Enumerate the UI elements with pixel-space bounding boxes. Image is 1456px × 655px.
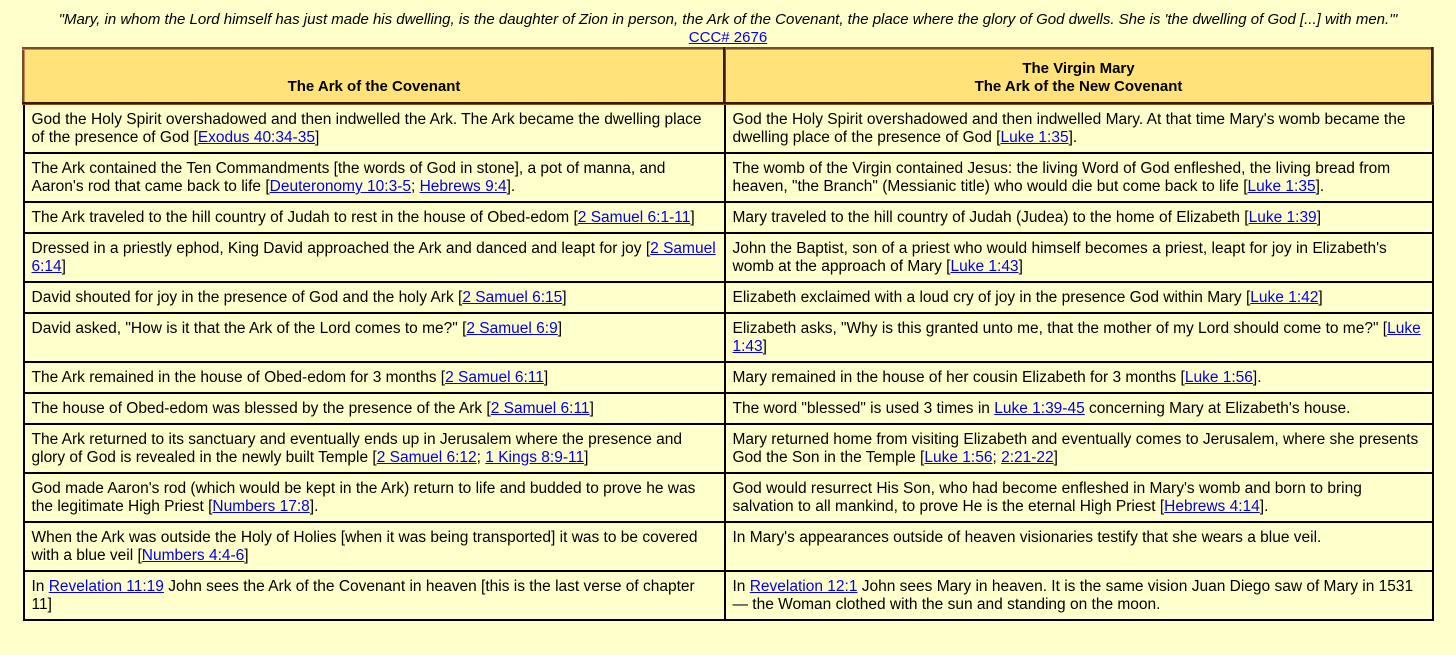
scripture-link[interactable]: Luke 1:42 [1250, 289, 1319, 306]
table-row [24, 424, 1433, 473]
cell-text: ]. [1068, 129, 1078, 146]
cell-text: ] [315, 129, 320, 146]
header-virgin-mary: The Virgin Mary The Ark of the New Covenant [725, 49, 1433, 104]
scripture-link[interactable]: Luke 1:39-45 [994, 400, 1085, 417]
cell-text: In Mary's appearances outside of heaven visionaries testify that she wears a blue veil. [732, 529, 1322, 546]
cell-text: David asked, "How is it that the Ark of the Lord comes to me?" [ [31, 320, 467, 337]
cell-text: ; [992, 449, 1002, 466]
ark-cell [24, 473, 725, 522]
cell-text: ] [1053, 449, 1058, 466]
scripture-link[interactable]: Exodus 40:34-35 [197, 129, 316, 146]
scripture-link[interactable]: Luke 1:35 [1000, 129, 1069, 146]
cell-text: The word "blessed" is used 3 times in [732, 400, 995, 417]
mary-cell [725, 393, 1433, 424]
cell-text: David shouted for joy in the presence of God and the holy Ark [ [31, 289, 463, 306]
cell-text: ] [562, 289, 567, 306]
cell-text: ]. [1315, 178, 1325, 195]
ark-cell [24, 104, 725, 154]
ark-cell [24, 233, 725, 282]
cell-text: ; [410, 178, 420, 195]
mary-cell [725, 473, 1433, 522]
ark-cell [24, 571, 725, 620]
scripture-link[interactable]: 2 Samuel 6:12 [376, 449, 477, 466]
ark-cell [24, 282, 725, 313]
mary-cell [725, 362, 1433, 393]
cell-text: God the Holy Spirit overshadowed and then indwelled Mary. At that time Mary's womb became the dwelling place of the presence of God [ [732, 111, 1406, 146]
table-row [24, 153, 1433, 202]
cell-text: In [732, 578, 750, 595]
cell-text: John the Baptist, son of a priest who would himself becomes a priest, leapt for joy in Elizabeth's womb at the approach of Mary [ [732, 240, 1387, 275]
scripture-link[interactable]: 2 Samuel 6:15 [462, 289, 563, 306]
mary-cell [725, 282, 1433, 313]
ark-cell [24, 362, 725, 393]
comparison-table [22, 47, 1434, 621]
mary-cell [725, 313, 1433, 362]
mary-cell [725, 571, 1433, 620]
cell-text: ]. [1252, 369, 1262, 386]
cell-text: John sees the Ark of the Covenant in heaven [this is the last verse of chapter 11] [31, 578, 695, 613]
scripture-link[interactable]: Revelation 12:1 [749, 578, 858, 595]
header-ark-of-covenant: The Ark of the Covenant [24, 49, 725, 104]
cell-text: Elizabeth exclaimed with a loud cry of joy in the presence God within Mary [ [732, 289, 1251, 306]
cell-text: ]. [309, 498, 319, 515]
cell-text: ]. [506, 178, 516, 195]
scripture-link[interactable]: 2 Samuel 6:14 [31, 240, 716, 275]
scripture-link[interactable]: Luke 1:35 [1247, 178, 1316, 195]
cell-text: When the Ark was outside the Holy of Holies [when it was being transported] it was to be covered with a blue veil [ [31, 529, 698, 564]
cell-text: God would resurrect His Son, who had become enfleshed in Mary's womb and born to bring salvation to all mankind, to prove He is the eternal High Priest [ [732, 480, 1362, 515]
table-row [24, 313, 1433, 362]
cell-text: ] [543, 369, 549, 386]
cell-text: ] [244, 547, 249, 564]
cell-text: ; [476, 449, 486, 466]
mary-cell [725, 233, 1433, 282]
scripture-link[interactable]: Hebrews 9:4 [419, 178, 507, 195]
scripture-link[interactable]: 2 Samuel 6:11 [490, 400, 590, 417]
cell-text: Mary traveled to the hill country of Judah (Judea) to the home of Elizabeth [ [732, 209, 1249, 226]
table-row [24, 202, 1433, 233]
ccc-reference [0, 29, 1456, 46]
page-quote: "Mary, in whom the Lord himself has just made his dwelling, is the daughter of Zion in person, the Ark of the Covenant, the place where the glory of God dwells. She is 'the dwelling of God [...] with men.'" [58, 11, 1398, 28]
table-row [24, 233, 1433, 282]
scripture-link[interactable]: 2 Samuel 6:9 [466, 320, 558, 337]
scripture-link[interactable]: 2:21-22 [1001, 449, 1054, 466]
cell-text: ] [1316, 209, 1321, 226]
scripture-link[interactable]: Numbers 4:4-6 [141, 547, 245, 564]
mary-cell [725, 424, 1433, 473]
cell-text: Mary returned home from visiting Elizabeth and eventually comes to Jerusalem, where she presents God the Son in the Temple [ [732, 431, 1419, 466]
cell-text: The Ark traveled to the hill country of Judah to rest in the house of Obed-edom [ [31, 209, 578, 226]
cell-text: The Ark returned to its sanctuary and eventually ends up in Jerusalem where the presence and glory of God is revealed in the newly built Temple [ [31, 431, 683, 466]
mary-cell [725, 202, 1433, 233]
scripture-link[interactable]: 2 Samuel 6:11 [445, 369, 544, 386]
mary-cell [725, 522, 1433, 571]
table-row [24, 473, 1433, 522]
ark-cell [24, 153, 725, 202]
scripture-link[interactable]: Luke 1:56 [1184, 369, 1253, 386]
scripture-link[interactable]: Numbers 17:8 [212, 498, 310, 515]
cell-text: ]. [1259, 498, 1269, 515]
cell-text: John sees Mary in heaven. It is the same vision Juan Diego saw of Mary in 1531 — the Woman clothed with the sun and standing on the moon. [732, 578, 1414, 613]
cell-text: The Ark remained in the house of Obed-edom for 3 months [ [31, 369, 446, 386]
mary-cell [725, 104, 1433, 154]
scripture-link[interactable]: Deuteronomy 10:3-5 [269, 178, 411, 195]
cell-text: Mary remained in the house of her cousin Elizabeth for 3 months [ [732, 369, 1185, 386]
cell-text: ] [1018, 258, 1023, 275]
cell-text: Elizabeth asks, "Why is this granted unto me, that the mother of my Lord should come to me?" [ [732, 320, 1388, 337]
mary-cell [725, 153, 1433, 202]
table-row [24, 282, 1433, 313]
cell-text: ] [762, 338, 767, 355]
scripture-link[interactable]: Luke 1:39 [1248, 209, 1317, 226]
cell-text: The house of Obed-edom was blessed by the presence of the Ark [ [31, 400, 491, 417]
ark-cell [24, 424, 725, 473]
scripture-link[interactable]: Luke 1:43 [950, 258, 1019, 275]
table-row [24, 571, 1433, 620]
table-row [24, 393, 1433, 424]
cell-text: ] [584, 449, 589, 466]
cell-text: ] [61, 258, 66, 275]
cell-text: The womb of the Virgin contained Jesus: the living Word of God enfleshed, the living bread from heaven, "the Branch" (Messianic title) who would die but come back to life [ [732, 160, 1391, 195]
scripture-link[interactable]: Revelation 11:19 [48, 578, 164, 595]
cell-text: ] [1318, 289, 1323, 306]
cell-text: ] [557, 320, 563, 337]
ark-cell [24, 522, 725, 571]
cell-text: God made Aaron's rod (which would be kept in the Ark) return to life and budded to prove he was the legitimate High Priest [ [31, 480, 696, 515]
scripture-link[interactable]: Luke 1:56 [924, 449, 993, 466]
cell-text: The Ark contained the Ten Commandments [the words of God in stone], a pot of manna, and Aaron's rod that came back to life [ [31, 160, 666, 195]
scripture-link[interactable]: 1 Kings 8:9-11 [485, 449, 585, 466]
cell-text: God the Holy Spirit overshadowed and then indwelled the Ark. The Ark became the dwelling place of the presence of God [ [31, 111, 702, 146]
scripture-link[interactable]: Hebrews 4:14 [1164, 498, 1260, 515]
cell-text: ] [589, 400, 594, 417]
ark-cell [24, 393, 725, 424]
table-row [24, 104, 1433, 154]
cell-text: concerning Mary at Elizabeth's house. [1084, 400, 1351, 417]
table-header-row [24, 49, 1433, 104]
scripture-link[interactable]: 2 Samuel 6:1-11 [577, 209, 691, 226]
scripture-link[interactable]: Luke 1:43 [732, 320, 1421, 355]
ccc-link[interactable]: CCC# 2676 [688, 29, 768, 46]
cell-text: Dressed in a priestly ephod, King David approached the Ark and danced and leapt for joy [ [31, 240, 651, 257]
table-row [24, 522, 1433, 571]
cell-text: ] [690, 209, 695, 226]
table-row [24, 362, 1433, 393]
ark-cell [24, 202, 725, 233]
cell-text: In [31, 578, 49, 595]
ark-cell [24, 313, 725, 362]
